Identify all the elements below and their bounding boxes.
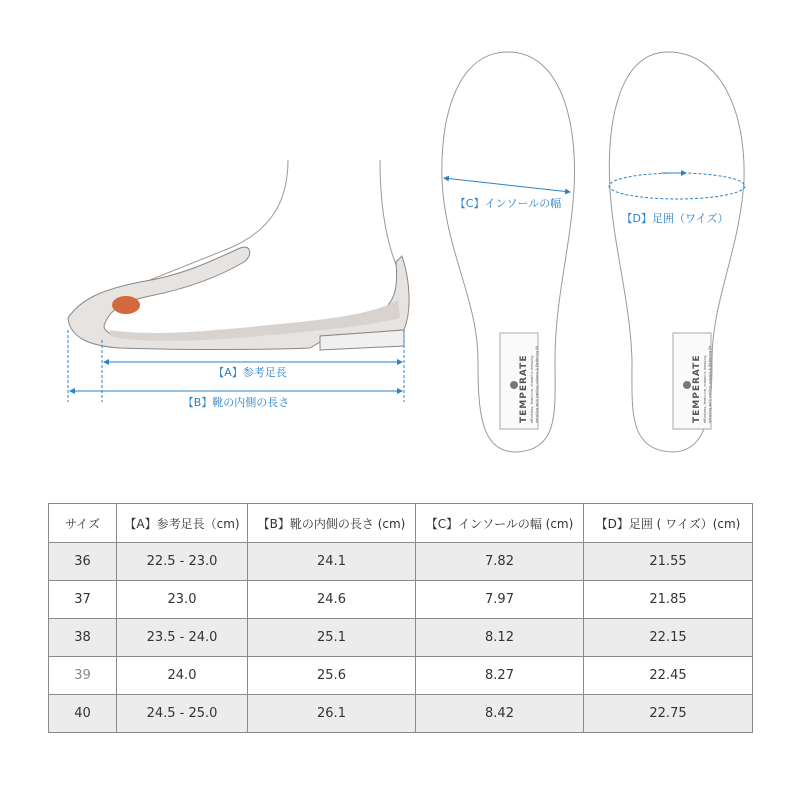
cell-foot-length: 24.0: [117, 657, 248, 695]
header-inner-length: 【B】靴の内側の長さ (cm): [248, 504, 416, 543]
cell-foot-length: 23.5 - 24.0: [117, 619, 248, 657]
size-table: [48, 503, 753, 733]
header-foot-length: 【A】参考足長（cm): [117, 504, 248, 543]
header-insole-width: 【C】インソールの幅 (cm): [416, 504, 584, 543]
cell-size: 39: [49, 657, 117, 695]
logo-tagline-2-c: detailing with smiling colours & flattering fit.: [535, 344, 539, 423]
cell-foot-length: 23.0: [117, 581, 248, 619]
cell-inner-length: 24.1: [248, 543, 416, 581]
insole-c: [442, 52, 575, 452]
cell-insole-width: 8.42: [416, 695, 584, 733]
header-girth: 【D】足囲 ( ワイズ）(cm): [584, 504, 753, 543]
insole-d: [609, 52, 745, 452]
cell-girth: 21.85: [584, 581, 753, 619]
table-row: [49, 695, 753, 733]
cell-insole-width: 8.12: [416, 619, 584, 657]
table-row: [49, 619, 753, 657]
cell-girth: 21.55: [584, 543, 753, 581]
label-a: 【A】参考足長: [213, 366, 287, 379]
logo-brand-c: TEMPERATE: [519, 354, 529, 423]
cell-inner-length: 25.1: [248, 619, 416, 657]
cell-inner-length: 26.1: [248, 695, 416, 733]
cell-inner-length: 24.6: [248, 581, 416, 619]
cell-foot-length: 22.5 - 23.0: [117, 543, 248, 581]
logo-brand-d: TEMPERATE: [692, 354, 702, 423]
label-c: 【C】インソールの幅: [454, 197, 562, 210]
header-size: サイズ: [49, 504, 117, 543]
cell-size: 36: [49, 543, 117, 581]
cell-foot-length: 24.5 - 25.0: [117, 695, 248, 733]
cell-inner-length: 25.6: [248, 657, 416, 695]
cell-insole-width: 8.27: [416, 657, 584, 695]
label-d: 【D】足囲（ワイズ）: [621, 212, 729, 225]
logo-tagline-2-d: detailing with smiling colours & flattering fit.: [708, 344, 712, 423]
toe-mark: [112, 296, 140, 314]
cell-insole-width: 7.97: [416, 581, 584, 619]
table-header-row: [49, 504, 753, 543]
shoe-side-view: [68, 160, 409, 350]
cell-insole-width: 7.82: [416, 543, 584, 581]
table-row: [49, 657, 753, 695]
cell-girth: 22.75: [584, 695, 753, 733]
crown-icon: [510, 381, 518, 389]
cell-size: 37: [49, 581, 117, 619]
cell-girth: 22.45: [584, 657, 753, 695]
leg-outline: [120, 160, 402, 318]
logo-tagline-1-d: effortless, feminine, romantic dressing: [703, 355, 707, 423]
cell-size: 38: [49, 619, 117, 657]
insole-d-logo: [673, 333, 712, 429]
label-b: 【B】靴の内側の長さ: [182, 396, 290, 409]
table-row: [49, 543, 753, 581]
table-row: [49, 581, 753, 619]
cell-size: 40: [49, 695, 117, 733]
insole-c-logo: [500, 333, 539, 429]
cell-girth: 22.15: [584, 619, 753, 657]
crown-icon: [683, 381, 691, 389]
logo-tagline-1-c: effortless, feminine, romantic dressing: [530, 355, 534, 423]
